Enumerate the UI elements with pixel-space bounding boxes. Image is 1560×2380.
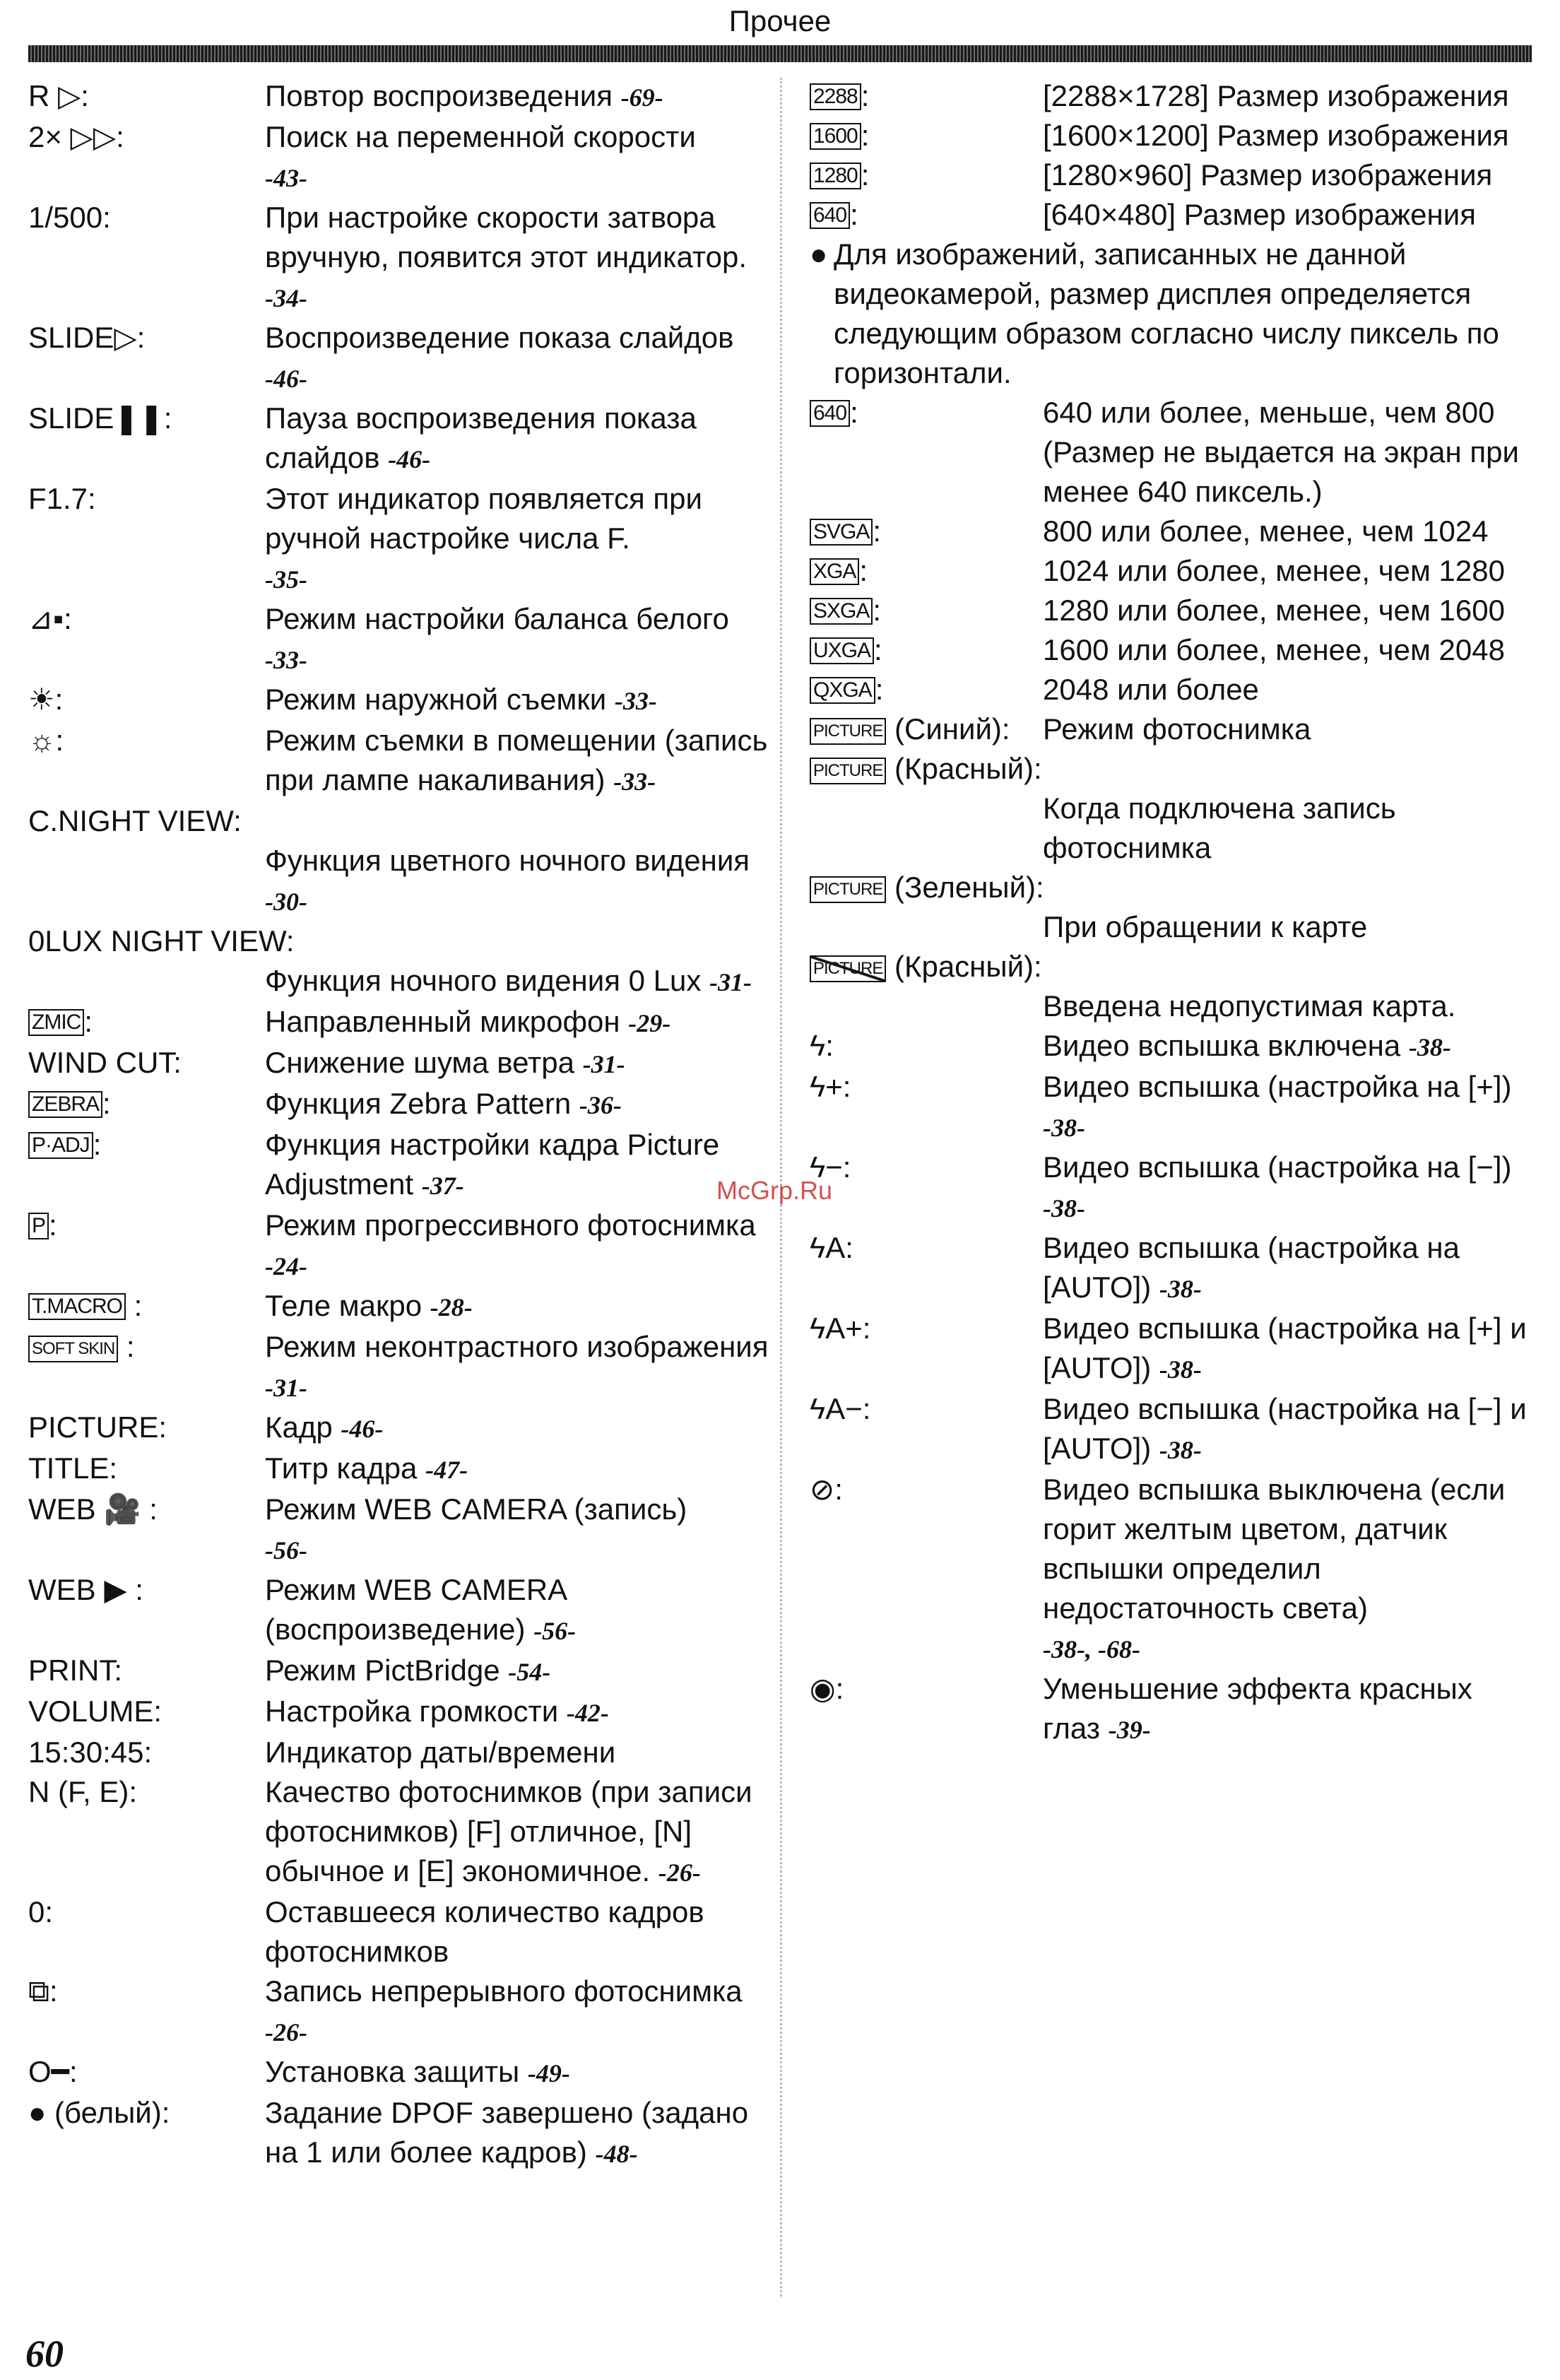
description-text: Режим WEB CAMERA (запись) — [265, 1492, 687, 1526]
bullet-icon: ● — [810, 237, 828, 271]
page-reference: -38- — [1159, 1275, 1202, 1303]
indicator-description — [1043, 1148, 1537, 1228]
indicator-term: ⊘: — [810, 1473, 843, 1506]
description-text: Режим WEB CAMERA (воспроизведение) — [265, 1573, 566, 1646]
page-reference: -28- — [430, 1293, 473, 1321]
indicator-term-suffix: : — [874, 633, 882, 666]
page-reference: -46- — [388, 445, 431, 473]
page-reference: -24- — [265, 1252, 307, 1280]
indicator-term — [810, 709, 1043, 749]
indicator-term — [28, 1084, 265, 1125]
description-text: Теле макро — [265, 1289, 422, 1322]
description-text: Задание DPOF завершено (задано на 1 или более кадров) — [265, 2096, 749, 2169]
indicator-row — [28, 1733, 770, 1772]
indicator-term: 2× ▷▷: — [28, 120, 124, 153]
indicator-row — [28, 1286, 770, 1327]
page-reference: -31- — [709, 968, 752, 996]
indicator-icon-box: P·ADJ — [28, 1132, 93, 1159]
indicator-row — [810, 76, 1537, 116]
indicator-term — [810, 947, 1043, 986]
description-text: Функция настройки кадра Picture Adjustment — [265, 1128, 720, 1201]
indicator-icon-box: 1600 — [810, 123, 861, 150]
indicator-description — [265, 721, 770, 801]
indicator-row — [28, 1892, 770, 1972]
description-text: 1280 или более, менее, чем 1600 — [1043, 594, 1505, 627]
description-text: Пауза воспроизведения показа слайдов — [265, 401, 697, 474]
page-reference: -46- — [341, 1415, 384, 1443]
indicator-description — [1043, 789, 1537, 868]
page-reference: -43- — [265, 164, 307, 192]
page-reference: -38- — [1159, 1355, 1202, 1384]
indicator-row — [810, 1228, 1537, 1309]
description-text: Кадр — [265, 1410, 333, 1444]
indicator-description — [1043, 551, 1537, 591]
indicator-description — [265, 1043, 770, 1084]
description-text: Видео вспышка (настройка на [+]) — [1043, 1070, 1512, 1103]
indicator-row — [28, 599, 770, 680]
indicator-description — [265, 1490, 770, 1570]
indicator-row — [810, 709, 1537, 749]
indicator-term-suffix: : — [861, 119, 870, 152]
page-reference: -26- — [658, 1858, 701, 1887]
description-text: Введена недопустимая карта. — [1043, 989, 1456, 1023]
description-text: Оставшееся количество кадров фотоснимков — [265, 1895, 704, 1968]
indicator-term-suffix: (Синий): — [886, 712, 1010, 746]
indicator-row-description — [810, 789, 1537, 868]
page-reference: -36- — [579, 1091, 622, 1119]
page-reference: -33- — [614, 687, 657, 715]
indicator-row — [28, 680, 770, 721]
page-reference: -37- — [421, 1172, 464, 1200]
page-reference: -38- — [1159, 1436, 1202, 1464]
indicator-row-description — [810, 907, 1537, 947]
indicator-row — [28, 2052, 770, 2093]
indicator-term-suffix: : — [861, 79, 870, 112]
indicator-row-description — [810, 986, 1537, 1026]
indicator-icon-box: SXGA — [810, 598, 873, 625]
description-text: 800 или более, менее, чем 1024 — [1043, 514, 1489, 548]
indicator-description — [265, 1733, 770, 1772]
indicator-term — [28, 1206, 265, 1286]
indicator-icon-box: P — [28, 1213, 49, 1239]
indicator-row — [28, 801, 770, 841]
indicator-term — [28, 1327, 265, 1408]
description-text: Повтор воспроизведения — [265, 79, 613, 112]
indicator-term: WEB ▶ : — [28, 1573, 143, 1606]
note-paragraph — [810, 235, 1537, 393]
description-text: [2288×1728] Размер изображения — [1043, 79, 1509, 112]
indicator-term: PRINT: — [28, 1654, 123, 1687]
indicator-row — [28, 1408, 770, 1449]
description-text: Поиск на переменной скорости — [265, 120, 696, 153]
indicator-term: ◉: — [810, 1672, 844, 1705]
indicator-description — [1043, 393, 1537, 512]
indicator-description — [265, 1206, 770, 1286]
indicator-description — [1043, 1470, 1537, 1669]
indicator-term-suffix: : — [118, 1330, 135, 1363]
description-text: Титр кадра — [265, 1451, 418, 1485]
indicator-term — [28, 1125, 265, 1206]
indicator-description — [265, 1892, 770, 1972]
indicator-term-suffix: : — [102, 1087, 111, 1120]
indicator-icon-box: T.MACRO — [28, 1293, 126, 1320]
indicator-description — [1043, 116, 1537, 155]
page-reference: -31- — [265, 1374, 307, 1402]
indicator-icon-box: QXGA — [810, 677, 875, 704]
indicator-description — [265, 841, 770, 921]
page-reference: -38- — [1043, 1194, 1085, 1223]
description-text: Функция Zebra Pattern — [265, 1087, 572, 1120]
page-reference: -69- — [620, 83, 663, 112]
indicator-description — [265, 1449, 770, 1490]
indicator-icon-box: SOFT SKIN — [28, 1336, 118, 1362]
indicator-term-suffix: (Красный): — [886, 752, 1042, 785]
page-reference: -33- — [265, 646, 307, 674]
description-text: Индикатор даты/времени — [265, 1736, 616, 1769]
indicator-row — [810, 1148, 1537, 1228]
indicator-description — [265, 599, 770, 680]
indicator-description — [1043, 1228, 1537, 1309]
description-text: Видео вспышка включена — [1043, 1029, 1401, 1062]
indicator-description — [265, 961, 770, 1002]
indicator-description — [265, 318, 770, 399]
indicator-term-suffix: : — [93, 1128, 102, 1161]
indicator-description — [1043, 155, 1537, 195]
indicator-term — [810, 591, 1043, 630]
indicator-row — [810, 670, 1537, 709]
indicator-row — [810, 195, 1537, 235]
indicator-icon-box: PICTURE — [810, 758, 886, 784]
indicator-term: F1.7: — [28, 482, 96, 515]
indicator-description — [1043, 709, 1537, 749]
indicator-row — [28, 1692, 770, 1733]
indicator-icon-box: 1280 — [810, 163, 861, 189]
indicator-term-suffix: : — [875, 673, 884, 706]
indicator-icon-box: PICTURE — [810, 876, 886, 903]
page-reference: -38- — [1408, 1033, 1451, 1061]
indicator-description — [265, 1286, 770, 1327]
description-text: Воспроизведение показа слайдов — [265, 321, 734, 354]
indicator-description — [265, 2093, 770, 2174]
indicator-description — [1043, 907, 1537, 947]
indicator-row — [28, 921, 770, 961]
indicator-description — [1043, 1389, 1537, 1470]
description-text: При обращении к карте — [1043, 910, 1368, 943]
indicator-term — [810, 512, 1043, 551]
indicator-icon-box: UXGA — [810, 637, 874, 664]
description-text: Видео вспышка выключена (если горит желтым цветом, датчик вспышки определил недостаточность света) — [1043, 1473, 1506, 1625]
description-text: Режим прогрессивного фотоснимка — [265, 1208, 756, 1242]
indicator-row — [810, 1470, 1537, 1669]
indicator-row — [810, 591, 1537, 630]
indicator-term — [810, 868, 1043, 907]
page-reference: -46- — [265, 365, 307, 393]
indicator-description — [265, 2052, 770, 2093]
indicator-term: ☀: — [28, 683, 64, 716]
description-text: Функция ночного видения 0 Lux — [265, 964, 702, 997]
indicator-term — [810, 630, 1043, 670]
indicator-description — [1043, 630, 1537, 670]
indicator-description — [265, 1408, 770, 1449]
indicator-row — [28, 1043, 770, 1084]
page-reference: -54- — [508, 1658, 551, 1686]
indicator-description — [265, 1570, 770, 1651]
indicator-term-suffix: : — [850, 198, 858, 231]
description-text: Режим фотоснимка — [1043, 712, 1311, 746]
indicator-term-suffix: (Зеленый): — [886, 871, 1044, 904]
description-text: Когда подключена запись фотоснимка — [1043, 791, 1396, 864]
description-text: Функция цветного ночного видения — [265, 844, 750, 877]
indicator-row — [28, 1772, 770, 1892]
description-text: Режим PictBridge — [265, 1654, 500, 1687]
description-text: 1600 или более, менее, чем 2048 — [1043, 633, 1505, 666]
indicator-row — [28, 117, 770, 198]
indicator-term-suffix: : — [126, 1289, 143, 1322]
indicator-term: ● (белый): — [28, 2096, 170, 2129]
indicator-row — [810, 1309, 1537, 1389]
indicator-row — [28, 479, 770, 599]
indicator-row — [28, 1327, 770, 1408]
indicator-icon-box: ZMIC — [28, 1009, 84, 1036]
indicator-term — [810, 195, 1043, 235]
indicator-term: O━: — [28, 2055, 78, 2088]
indicator-term: ϟ+: — [810, 1070, 851, 1103]
indicator-row — [28, 1651, 770, 1692]
indicator-term-suffix: (Красный): — [886, 950, 1042, 983]
indicator-row — [28, 1206, 770, 1286]
description-text: Запись непрерывного фотоснимка — [265, 1974, 743, 2008]
description-text: Направленный микрофон — [265, 1005, 620, 1038]
indicator-icon-box: PICTURE — [810, 955, 886, 982]
indicator-description — [1043, 986, 1537, 1026]
indicator-row — [28, 1084, 770, 1125]
indicator-icon-box: 2288 — [810, 83, 861, 110]
indicator-term: VOLUME: — [28, 1695, 162, 1728]
indicator-row — [810, 1026, 1537, 1067]
description-text: 2048 или более — [1043, 673, 1259, 706]
indicator-row — [28, 1449, 770, 1490]
indicator-description — [1043, 1026, 1537, 1067]
page-reference: -48- — [595, 2140, 638, 2168]
page-reference: -38-, -68- — [1043, 1635, 1140, 1663]
indicator-row — [28, 198, 770, 318]
indicator-icon-box: 640 — [810, 400, 850, 427]
indicator-term-suffix: : — [850, 396, 858, 429]
indicator-description — [1043, 195, 1537, 235]
indicator-description — [265, 1084, 770, 1125]
indicator-description — [265, 198, 770, 318]
indicator-term — [810, 670, 1043, 709]
description-text: Качество фотоснимков (при записи фотоснимков) [F] отличное, [N] обычное и [E] экономичное. — [265, 1775, 752, 1887]
description-text: Этот индикатор появляется при ручной настройке числа F. — [265, 482, 702, 555]
indicator-term: ϟ: — [810, 1029, 834, 1062]
description-text: 640 или более, меньше, чем 800 (Размер не выдается на экран при менее 640 пиксель.) — [1043, 396, 1519, 508]
indicator-term — [28, 1286, 265, 1327]
description-text: Установка защиты — [265, 2055, 520, 2088]
indicator-row — [28, 399, 770, 479]
indicator-description — [265, 1125, 770, 1206]
indicator-row-description — [28, 841, 770, 921]
indicator-term: ϟA+: — [810, 1312, 871, 1345]
note-text: Для изображений, записанных не данной видеокамерой, размер дисплея определяется следующим образом согласно числу пиксель по горизонтали. — [834, 237, 1499, 389]
indicator-term-suffix: : — [49, 1208, 57, 1242]
indicator-row — [810, 551, 1537, 591]
description-text: Настройка громкости — [265, 1695, 559, 1728]
indicator-term: PICTURE: — [28, 1410, 167, 1444]
description-text: [640×480] Размер изображения — [1043, 198, 1476, 231]
page-reference: -56- — [265, 1536, 307, 1565]
description-text: Режим съемки в помещении (запись при лампе накаливания) — [265, 724, 768, 796]
page-reference: -35- — [265, 565, 307, 594]
indicator-row — [810, 393, 1537, 512]
page-reference: -42- — [566, 1699, 609, 1727]
description-text: Режим неконтрастного изображения — [265, 1330, 769, 1363]
indicator-row-description — [28, 961, 770, 1002]
page-reference: -56- — [533, 1617, 577, 1645]
indicator-row — [810, 1669, 1537, 1750]
indicator-row — [28, 318, 770, 399]
indicator-term: WEB 🎥 : — [28, 1492, 158, 1526]
indicator-description — [265, 1692, 770, 1733]
indicator-term: ϟ−: — [810, 1150, 851, 1184]
indicator-term-suffix: : — [861, 158, 870, 192]
indicator-term: C.NIGHT VIEW: — [28, 804, 242, 837]
indicator-term: ϟA−: — [810, 1392, 871, 1425]
indicator-description — [265, 1002, 770, 1043]
indicator-term: ⧉: — [28, 1974, 58, 2008]
indicator-term-suffix: : — [859, 554, 868, 587]
indicator-term-suffix: : — [873, 594, 882, 627]
description-text: Режим наружной съемки — [265, 683, 607, 716]
indicator-description — [265, 399, 770, 479]
indicator-description — [1043, 512, 1537, 551]
indicator-row — [28, 721, 770, 801]
indicator-row — [810, 155, 1537, 195]
indicator-description — [265, 479, 770, 599]
indicator-row — [810, 868, 1537, 907]
indicator-description — [1043, 76, 1537, 116]
page-reference: -34- — [265, 284, 307, 312]
page-header-title: Прочее — [728, 4, 832, 37]
page-reference: -29- — [628, 1009, 671, 1037]
indicator-term — [810, 155, 1043, 195]
indicator-description — [265, 1651, 770, 1692]
description-text: Видео вспышка (настройка на [+] и [AUTO]) — [1043, 1312, 1527, 1384]
indicator-row — [28, 76, 770, 117]
indicator-description — [265, 1327, 770, 1408]
indicator-term-suffix: : — [84, 1005, 93, 1038]
indicator-row — [810, 1067, 1537, 1148]
indicator-term: 0LUX NIGHT VIEW: — [28, 924, 295, 958]
indicator-row — [810, 512, 1537, 551]
page-reference: -38- — [1043, 1114, 1085, 1142]
indicator-term: ϟA: — [810, 1231, 853, 1264]
indicator-term: ⊿▪: — [28, 602, 72, 635]
page-reference: -47- — [425, 1456, 468, 1484]
page-number: 60 — [25, 2333, 64, 2375]
indicator-icon-box: PICTURE — [810, 718, 886, 745]
left-column — [28, 76, 770, 2174]
indicator-description — [1043, 1067, 1537, 1148]
page-reference: -49- — [527, 2059, 570, 2087]
indicator-row — [28, 1972, 770, 2052]
indicator-term — [810, 393, 1043, 512]
page-reference: -26- — [265, 2018, 307, 2046]
indicator-term: ☼: — [28, 724, 64, 757]
description-text: Видео вспышка (настройка на [AUTO]) — [1043, 1231, 1460, 1304]
indicator-term: 0: — [28, 1895, 54, 1928]
indicator-icon-box: SVGA — [810, 519, 873, 546]
header-divider-bar — [28, 45, 1532, 62]
indicator-term — [810, 749, 1043, 789]
indicator-icon-box: XGA — [810, 558, 859, 585]
indicator-row — [810, 630, 1537, 670]
indicator-icon-box: ZEBRA — [28, 1091, 102, 1118]
indicator-term: R ▷: — [28, 79, 89, 112]
indicator-term — [810, 76, 1043, 116]
description-text: Уменьшение эффекта красных глаз — [1043, 1672, 1472, 1745]
indicator-icon-box: 640 — [810, 202, 850, 229]
indicator-term-suffix: : — [873, 514, 882, 548]
indicator-description — [265, 680, 770, 721]
indicator-row — [810, 116, 1537, 155]
indicator-term — [810, 551, 1043, 591]
indicator-description — [265, 76, 770, 117]
description-text: При настройке скорости затвора вручную, появится этот индикатор. — [265, 201, 748, 273]
description-text: [1280×960] Размер изображения — [1043, 158, 1493, 192]
description-text: Снижение шума ветра — [265, 1046, 575, 1079]
indicator-description — [1043, 670, 1537, 709]
indicator-row — [28, 2093, 770, 2174]
description-text: Режим настройки баланса белого — [265, 602, 729, 635]
description-text: Видео вспышка (настройка на [−] и [AUTO]) — [1043, 1392, 1527, 1465]
indicator-term — [28, 1002, 265, 1043]
page-reference: -33- — [613, 767, 656, 796]
indicator-description — [1043, 1669, 1537, 1750]
page-reference: -39- — [1108, 1716, 1151, 1744]
description-text: [1600×1200] Размер изображения — [1043, 119, 1509, 152]
indicator-description — [265, 117, 770, 198]
indicator-term: WIND CUT: — [28, 1046, 182, 1079]
indicator-row — [810, 947, 1537, 986]
page-reference: -31- — [582, 1050, 625, 1078]
indicator-description — [265, 1972, 770, 2052]
description-text: 1024 или более, менее, чем 1280 — [1043, 554, 1505, 587]
indicator-description — [1043, 591, 1537, 630]
indicator-description — [265, 1772, 770, 1892]
indicator-term — [810, 116, 1043, 155]
page-reference: -30- — [265, 888, 307, 916]
description-text: Видео вспышка (настройка на [−]) — [1043, 1150, 1512, 1184]
right-column — [810, 76, 1537, 1750]
indicator-term: SLIDE▷: — [28, 321, 146, 354]
indicator-row — [810, 749, 1537, 789]
indicator-description — [1043, 1309, 1537, 1389]
indicator-term: N (F, E): — [28, 1775, 137, 1808]
indicator-row — [810, 1389, 1537, 1470]
indicator-term: 15:30:45: — [28, 1736, 153, 1769]
indicator-row — [28, 1125, 770, 1206]
indicator-term: 1/500: — [28, 201, 111, 234]
indicator-term: SLIDE❚❚: — [28, 401, 172, 435]
watermark: McGrp.Ru — [716, 1176, 833, 1205]
indicator-row — [28, 1002, 770, 1043]
indicator-row — [28, 1490, 770, 1570]
indicator-row — [28, 1570, 770, 1651]
indicator-term: TITLE: — [28, 1451, 118, 1485]
